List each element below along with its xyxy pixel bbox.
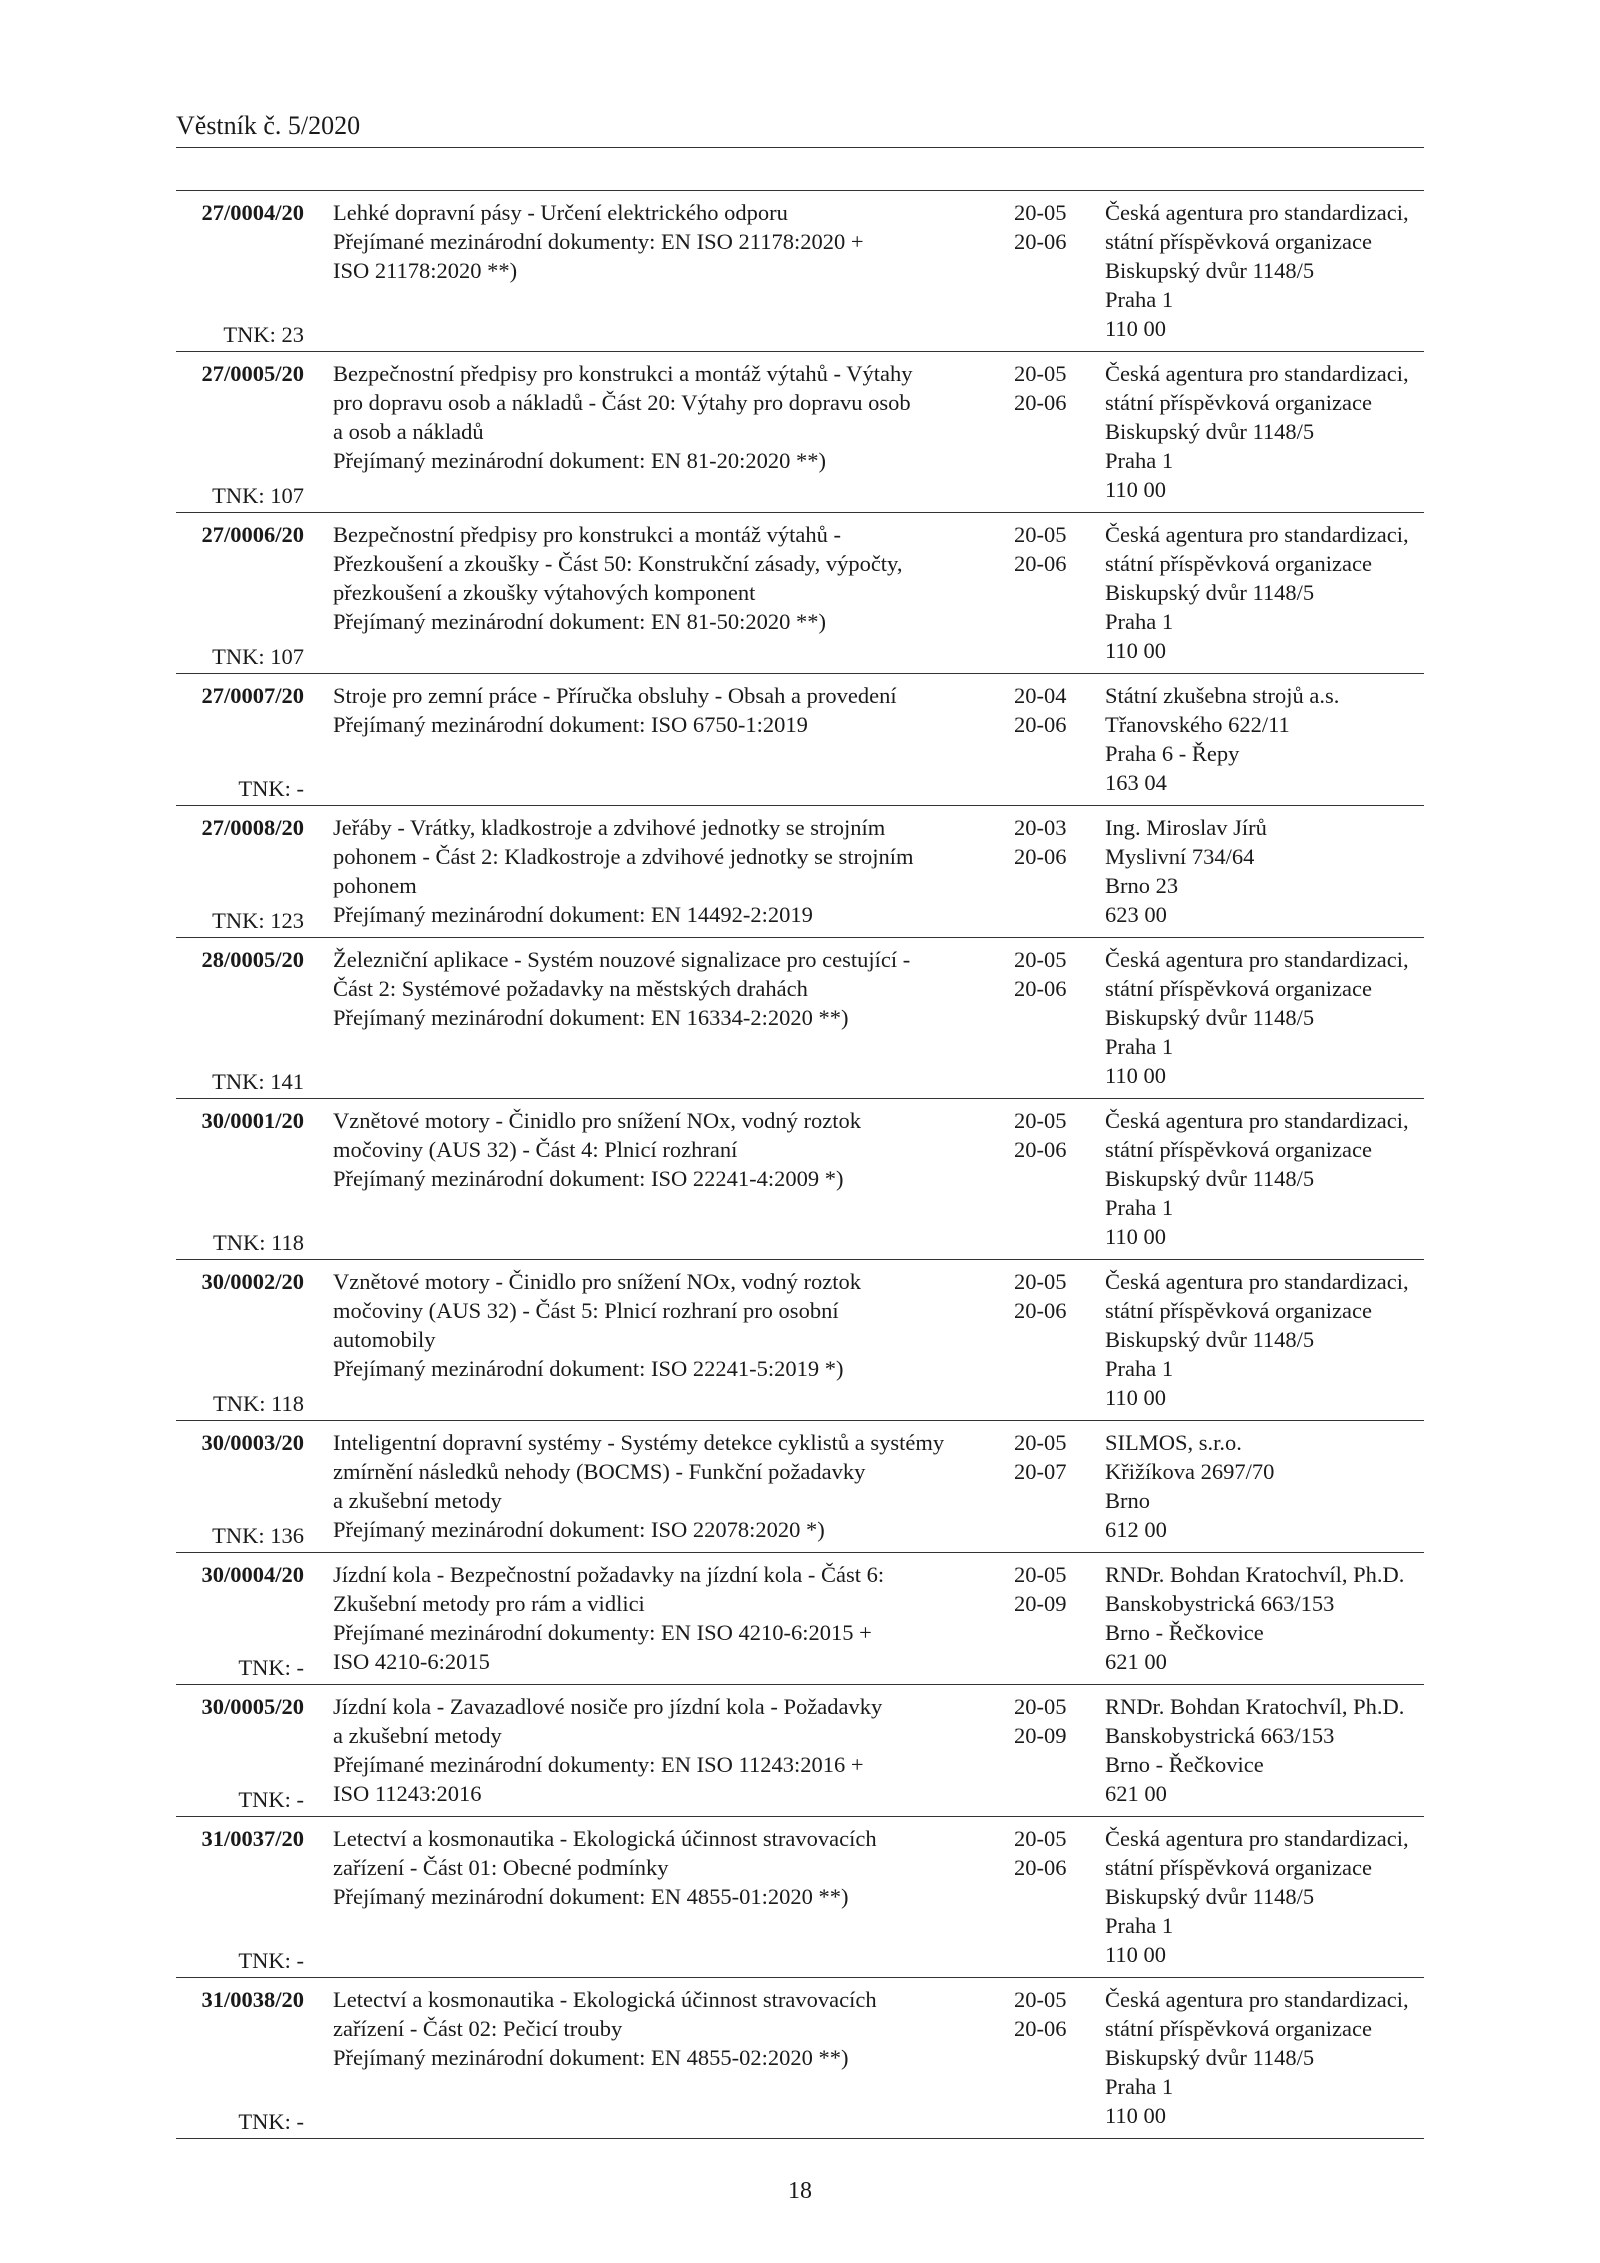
dates-cell [1014, 1106, 1088, 1164]
address-line: Třanovského 622/11 [1105, 712, 1290, 737]
tnk-label: TNK: - [238, 1787, 304, 1812]
description-cell [333, 1428, 1013, 1544]
description-cell [333, 1106, 1013, 1193]
address-cell [1105, 945, 1425, 1090]
description-line: močoviny (AUS 32) - Část 5: Plnicí rozhraní pro osobní [333, 1298, 839, 1323]
description-line: Letectví a kosmonautika - Ekologická účinnost stravovacích [333, 1826, 877, 1851]
description-line: Přejímaný mezinárodní dokument: ISO 6750-1:2019 [333, 712, 808, 737]
address-line: Česká agentura pro standardizaci, [1105, 1826, 1409, 1851]
address-line: 110 00 [1105, 1942, 1167, 1967]
address-line: 163 04 [1105, 770, 1167, 795]
date-value: 20-05 [1014, 200, 1067, 225]
entry-number: 27/0007/20 [201, 683, 304, 708]
date-value: 20-06 [1014, 390, 1067, 415]
address-line: Praha 1 [1105, 1195, 1174, 1220]
description-cell [333, 813, 1013, 929]
address-line: Praha 1 [1105, 1356, 1174, 1381]
description-line: Přejímané mezinárodní dokumenty: EN ISO 11243:2016 + [333, 1752, 864, 1777]
date-value: 20-06 [1014, 1298, 1067, 1323]
table-row [176, 674, 1424, 806]
address-cell [1105, 198, 1425, 343]
entry-id-cell [176, 198, 304, 349]
entry-number: 30/0003/20 [201, 1430, 304, 1455]
tnk-label: TNK: 136 [212, 1523, 304, 1548]
address-line: státní příspěvková organizace [1105, 229, 1372, 254]
description-line: Lehké dopravní pásy - Určení elektrického odporu [333, 200, 788, 225]
address-line: Biskupský dvůr 1148/5 [1105, 258, 1315, 283]
description-cell [333, 681, 1013, 739]
table-row [176, 806, 1424, 938]
address-line: Banskobystrická 663/153 [1105, 1723, 1335, 1748]
dates-cell [1014, 520, 1088, 578]
dates-cell [1014, 1428, 1088, 1486]
date-value: 20-05 [1014, 361, 1067, 386]
date-value: 20-06 [1014, 551, 1067, 576]
address-line: Česká agentura pro standardizaci, [1105, 1108, 1409, 1133]
date-value: 20-06 [1014, 2016, 1067, 2041]
address-line: Banskobystrická 663/153 [1105, 1591, 1335, 1616]
date-value: 20-05 [1014, 1108, 1067, 1133]
address-line: Česká agentura pro standardizaci, [1105, 1987, 1409, 2012]
description-line: zařízení - Část 01: Obecné podmínky [333, 1855, 669, 1880]
address-line: Praha 1 [1105, 287, 1174, 312]
entry-id-cell [176, 1560, 304, 1682]
address-line: Myslivní 734/64 [1105, 844, 1255, 869]
entry-number: 30/0002/20 [201, 1269, 304, 1294]
address-cell [1105, 681, 1425, 797]
dates-cell [1014, 198, 1088, 256]
description-line: Přejímaný mezinárodní dokument: EN 81-20:2020 **) [333, 448, 827, 473]
address-line: Praha 1 [1105, 609, 1174, 634]
description-line: pohonem - Část 2: Kladkostroje a zdvihové jednotky se strojním [333, 844, 914, 869]
date-value: 20-07 [1014, 1459, 1067, 1484]
address-line: Praha 1 [1105, 1034, 1174, 1059]
description-line: Inteligentní dopravní systémy - Systémy detekce cyklistů a systémy [333, 1430, 945, 1455]
address-line: Brno - Řečkovice [1105, 1752, 1264, 1777]
address-cell [1105, 359, 1425, 504]
description-cell [333, 359, 1013, 475]
description-line: ISO 11243:2016 [333, 1781, 482, 1806]
table-row [176, 352, 1424, 513]
table-row [176, 191, 1424, 352]
address-line: Praha 6 - Řepy [1105, 741, 1240, 766]
description-line: a zkušební metody [333, 1723, 502, 1748]
description-cell [333, 520, 1013, 636]
table-row [176, 938, 1424, 1099]
description-line: pro dopravu osob a nákladů - Část 20: Výtahy pro dopravu osob [333, 390, 911, 415]
date-value: 20-05 [1014, 1430, 1067, 1455]
address-line: 110 00 [1105, 477, 1167, 502]
table-row [176, 1260, 1424, 1421]
address-cell [1105, 1560, 1425, 1676]
address-line: Česká agentura pro standardizaci, [1105, 361, 1409, 386]
description-line: Přejímaný mezinárodní dokument: ISO 22078:2020 *) [333, 1517, 825, 1542]
address-cell [1105, 1824, 1425, 1969]
description-line: Bezpečnostní předpisy pro konstrukci a montáž výtahů - Výtahy [333, 361, 913, 386]
date-value: 20-06 [1014, 229, 1067, 254]
address-line: Ing. Miroslav Jírů [1105, 815, 1267, 840]
address-line: RNDr. Bohdan Kratochvíl, Ph.D. [1105, 1694, 1405, 1719]
dates-cell [1014, 681, 1088, 739]
table-row [176, 1099, 1424, 1260]
description-line: Přejímaný mezinárodní dokument: EN 14492-2:2019 [333, 902, 813, 927]
description-line: Část 2: Systémové požadavky na městských drahách [333, 976, 808, 1001]
description-cell [333, 1560, 1013, 1676]
dates-cell [1014, 813, 1088, 871]
address-line: RNDr. Bohdan Kratochvíl, Ph.D. [1105, 1562, 1405, 1587]
address-line: státní příspěvková organizace [1105, 976, 1372, 1001]
address-line: 621 00 [1105, 1649, 1167, 1674]
tnk-label: TNK: 118 [212, 1230, 304, 1255]
description-line: Přejímaný mezinárodní dokument: EN 16334-2:2020 **) [333, 1005, 849, 1030]
tnk-label: TNK: 123 [212, 908, 304, 933]
description-line: Přezkoušení a zkoušky - Část 50: Konstrukční zásady, výpočty, [333, 551, 903, 576]
address-cell [1105, 520, 1425, 665]
address-line: 623 00 [1105, 902, 1167, 927]
description-line: Jízdní kola - Zavazadlové nosiče pro jízdní kola - Požadavky [333, 1694, 883, 1719]
address-line: Praha 1 [1105, 1913, 1174, 1938]
address-line: Biskupský dvůr 1148/5 [1105, 2045, 1315, 2070]
description-line: Přejímané mezinárodní dokumenty: EN ISO 4210-6:2015 + [333, 1620, 872, 1645]
dates-cell [1014, 1824, 1088, 1882]
description-cell [333, 1267, 1013, 1383]
dates-cell [1014, 1560, 1088, 1618]
tnk-label: TNK: 107 [212, 644, 304, 669]
date-value: 20-04 [1014, 683, 1067, 708]
address-line: Praha 1 [1105, 2074, 1174, 2099]
dates-cell [1014, 1267, 1088, 1325]
entry-id-cell [176, 520, 304, 671]
description-line: zmírnění následků nehody (BOCMS) - Funkční požadavky [333, 1459, 866, 1484]
page-number: 18 [788, 2178, 812, 2204]
address-line: Státní zkušebna strojů a.s. [1105, 683, 1340, 708]
date-value: 20-06 [1014, 844, 1067, 869]
description-line: a zkušební metody [333, 1488, 502, 1513]
tnk-label: TNK: - [238, 1948, 304, 1973]
description-line: automobily [333, 1327, 436, 1352]
date-value: 20-05 [1014, 1562, 1067, 1587]
address-line: 110 00 [1105, 2103, 1167, 2128]
address-line: Česká agentura pro standardizaci, [1105, 947, 1409, 972]
description-line: Stroje pro zemní práce - Příručka obsluhy - Obsah a provedení [333, 683, 897, 708]
description-line: Přejímaný mezinárodní dokument: ISO 22241-4:2009 *) [333, 1166, 844, 1191]
entry-id-cell [176, 1428, 304, 1550]
standards-table [176, 190, 1424, 2139]
dates-cell [1014, 359, 1088, 417]
table-row [176, 513, 1424, 674]
table-row [176, 1978, 1424, 2139]
entry-number: 30/0001/20 [201, 1108, 304, 1133]
address-line: Biskupský dvůr 1148/5 [1105, 1327, 1315, 1352]
description-cell [333, 1985, 1013, 2072]
page-header [176, 111, 1424, 148]
tnk-label: TNK: 118 [212, 1391, 304, 1416]
description-line: Přejímaný mezinárodní dokument: ISO 22241-5:2019 *) [333, 1356, 844, 1381]
entry-number: 30/0005/20 [201, 1694, 304, 1719]
description-line: Vznětové motory - Činidlo pro snížení NOx, vodný roztok [333, 1108, 862, 1133]
description-line: Bezpečnostní předpisy pro konstrukci a montáž výtahů - [333, 522, 841, 547]
table-row [176, 1421, 1424, 1553]
description-line: ISO 4210-6:2015 [333, 1649, 490, 1674]
address-line: státní příspěvková organizace [1105, 2016, 1372, 2041]
description-line: Jízdní kola - Bezpečnostní požadavky na jízdní kola - Část 6: [333, 1562, 885, 1587]
address-line: 110 00 [1105, 638, 1167, 663]
description-line: pohonem [333, 873, 417, 898]
entry-number: 28/0005/20 [201, 947, 304, 972]
address-line: Česká agentura pro standardizaci, [1105, 1269, 1409, 1294]
dates-cell [1014, 945, 1088, 1003]
address-line: SILMOS, s.r.o. [1105, 1430, 1242, 1455]
description-cell [333, 945, 1013, 1032]
description-line: Vznětové motory - Činidlo pro snížení NOx, vodný roztok [333, 1269, 862, 1294]
entry-number: 31/0038/20 [201, 1987, 304, 2012]
description-line: a osob a nákladů [333, 419, 484, 444]
tnk-label: TNK: - [238, 776, 304, 801]
address-line: státní příspěvková organizace [1105, 390, 1372, 415]
address-cell [1105, 813, 1425, 929]
entry-id-cell [176, 945, 304, 1096]
address-line: státní příspěvková organizace [1105, 1137, 1372, 1162]
date-value: 20-06 [1014, 712, 1067, 737]
address-line: Biskupský dvůr 1148/5 [1105, 419, 1315, 444]
description-cell [333, 198, 1013, 285]
entry-number: 27/0008/20 [201, 815, 304, 840]
address-line: státní příspěvková organizace [1105, 1855, 1372, 1880]
tnk-label: TNK: 107 [212, 483, 304, 508]
description-line: Železniční aplikace - Systém nouzové signalizace pro cestující - [333, 947, 911, 972]
date-value: 20-05 [1014, 947, 1067, 972]
date-value: 20-06 [1014, 1855, 1067, 1880]
description-line: Letectví a kosmonautika - Ekologická účinnost stravovacích [333, 1987, 877, 2012]
address-line: Česká agentura pro standardizaci, [1105, 522, 1409, 547]
entry-id-cell [176, 681, 304, 803]
description-line: ISO 21178:2020 **) [333, 258, 518, 283]
date-value: 20-05 [1014, 1987, 1067, 2012]
address-line: Biskupský dvůr 1148/5 [1105, 1005, 1315, 1030]
address-line: Biskupský dvůr 1148/5 [1105, 580, 1315, 605]
table-row [176, 1817, 1424, 1978]
tnk-label: TNK: - [238, 1655, 304, 1680]
description-line: Přejímaný mezinárodní dokument: EN 4855-01:2020 **) [333, 1884, 849, 1909]
address-line: 110 00 [1105, 316, 1167, 341]
description-line: Přejímaný mezinárodní dokument: EN 4855-02:2020 **) [333, 2045, 849, 2070]
entry-id-cell [176, 1106, 304, 1257]
address-line: Biskupský dvůr 1148/5 [1105, 1884, 1315, 1909]
address-line: Brno 23 [1105, 873, 1179, 898]
entry-id-cell [176, 1692, 304, 1814]
address-line: 110 00 [1105, 1385, 1167, 1410]
table-row [176, 1553, 1424, 1685]
entry-id-cell [176, 1985, 304, 2136]
description-line: zařízení - Část 02: Pečicí trouby [333, 2016, 623, 2041]
date-value: 20-05 [1014, 1694, 1067, 1719]
date-value: 20-05 [1014, 522, 1067, 547]
entry-number: 27/0005/20 [201, 361, 304, 386]
address-cell [1105, 1106, 1425, 1251]
date-value: 20-09 [1014, 1591, 1067, 1616]
entry-id-cell [176, 1824, 304, 1975]
address-line: Praha 1 [1105, 448, 1174, 473]
description-line: Zkušební metody pro rám a vidlici [333, 1591, 645, 1616]
description-line: močoviny (AUS 32) - Část 4: Plnicí rozhraní [333, 1137, 738, 1162]
date-value: 20-03 [1014, 815, 1067, 840]
date-value: 20-06 [1014, 976, 1067, 1001]
address-line: Česká agentura pro standardizaci, [1105, 200, 1409, 225]
date-value: 20-05 [1014, 1826, 1067, 1851]
address-line: 612 00 [1105, 1517, 1167, 1542]
date-value: 20-06 [1014, 1137, 1067, 1162]
tnk-label: TNK: 141 [212, 1069, 304, 1094]
table-row [176, 1685, 1424, 1817]
address-cell [1105, 1428, 1425, 1544]
address-cell [1105, 1985, 1425, 2130]
address-cell [1105, 1267, 1425, 1412]
date-value: 20-09 [1014, 1723, 1067, 1748]
address-line: Brno - Řečkovice [1105, 1620, 1264, 1645]
address-line: státní příspěvková organizace [1105, 1298, 1372, 1323]
address-line: 110 00 [1105, 1224, 1167, 1249]
address-line: státní příspěvková organizace [1105, 551, 1372, 576]
description-cell [333, 1824, 1013, 1911]
tnk-label: TNK: - [238, 2109, 304, 2134]
journal-title: Věstník č. 5/2020 [176, 111, 361, 140]
entry-id-cell [176, 359, 304, 510]
description-line: Jeřáby - Vrátky, kladkostroje a zdvihové jednotky se strojním [333, 815, 886, 840]
dates-cell [1014, 1692, 1088, 1750]
entry-number: 27/0004/20 [201, 200, 304, 225]
dates-cell [1014, 1985, 1088, 2043]
address-cell [1105, 1692, 1425, 1808]
address-line: 621 00 [1105, 1781, 1167, 1806]
entry-number: 31/0037/20 [201, 1826, 304, 1851]
entry-number: 27/0006/20 [201, 522, 304, 547]
tnk-label: TNK: 23 [223, 322, 304, 347]
entry-id-cell [176, 1267, 304, 1418]
description-cell [333, 1692, 1013, 1808]
address-line: Biskupský dvůr 1148/5 [1105, 1166, 1315, 1191]
entry-id-cell [176, 813, 304, 935]
entry-number: 30/0004/20 [201, 1562, 304, 1587]
description-line: Přejímané mezinárodní dokumenty: EN ISO 21178:2020 + [333, 229, 864, 254]
description-line: Přejímaný mezinárodní dokument: EN 81-50:2020 **) [333, 609, 827, 634]
description-line: přezkoušení a zkoušky výtahových komponent [333, 580, 756, 605]
address-line: Brno [1105, 1488, 1150, 1513]
address-line: Křižíkova 2697/70 [1105, 1459, 1275, 1484]
address-line: 110 00 [1105, 1063, 1167, 1088]
date-value: 20-05 [1014, 1269, 1067, 1294]
